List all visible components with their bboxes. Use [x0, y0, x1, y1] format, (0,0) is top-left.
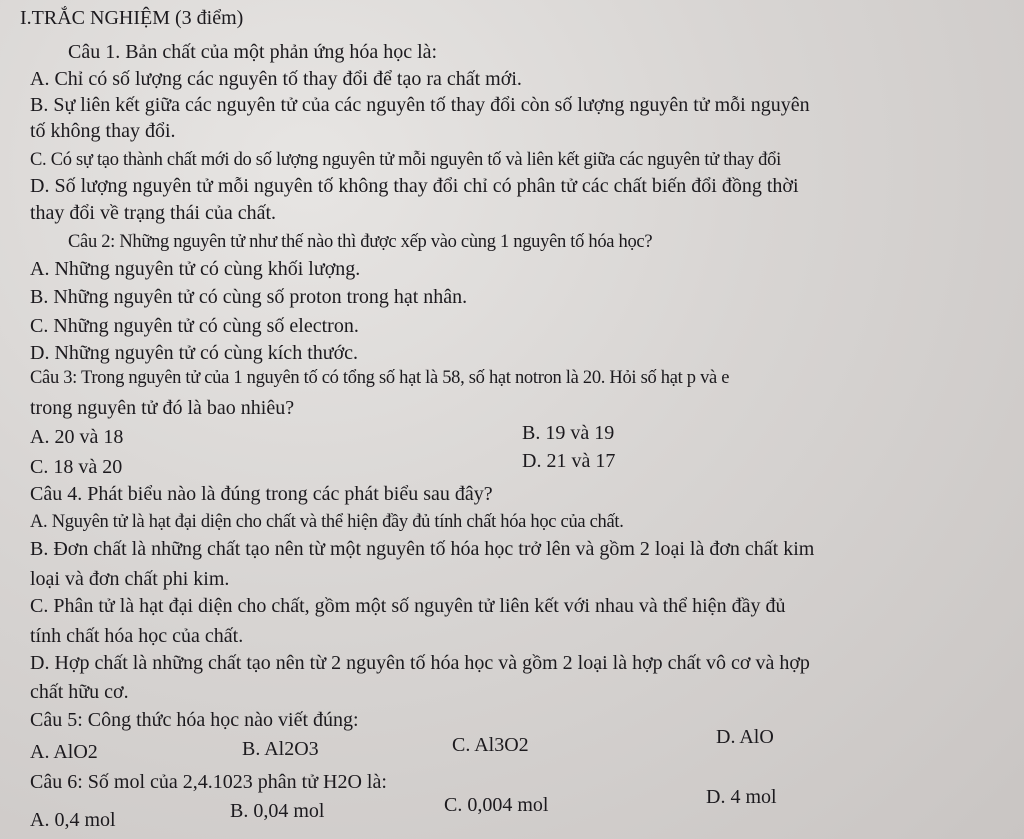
- q3-option-b: B. 19 và 19: [522, 422, 615, 444]
- q2-option-d: D. Những nguyên tử có cùng kích thước.: [30, 342, 359, 364]
- q6-option-d: D. 4 mol: [706, 786, 777, 808]
- q1-option-a: A. Chỉ có số lượng các nguyên tố thay đổi để tạo ra chất mới.: [30, 68, 522, 90]
- q4-option-c-line2: tính chất hóa học của chất.: [30, 625, 244, 647]
- q1-option-d-line2: thay đổi về trạng thái của chất.: [30, 202, 277, 224]
- q3-option-d: D. 21 và 17: [522, 450, 616, 472]
- q2-option-c: C. Những nguyên tử có cùng số electron.: [30, 315, 359, 337]
- q4-option-d-line2: chất hữu cơ.: [30, 681, 129, 703]
- q6-option-b: B. 0,04 mol: [230, 800, 325, 822]
- q3-option-c: C. 18 và 20: [30, 456, 123, 478]
- q4-option-b-line2: loại và đơn chất phi kim.: [30, 568, 230, 590]
- q4-option-c-line1: C. Phân tử là hạt đại diện cho chất, gồm một số nguyên tử liên kết với nhau và thể hiện đầy đủ: [30, 595, 786, 617]
- q1-option-d-line1: D. Số lượng nguyên tử mỗi nguyên tố không thay đổi chỉ có phân tử các chất biến đổi đồng thời: [30, 175, 799, 197]
- section-title: I.TRẮC NGHIỆM (3 điểm): [20, 7, 244, 29]
- q4-question: Câu 4. Phát biểu nào là đúng trong các phát biểu sau đây?: [30, 483, 493, 505]
- q5-option-d: D. AlO: [716, 726, 774, 748]
- q6-option-a: A. 0,4 mol: [30, 809, 116, 831]
- q1-option-b-line2: tố không thay đổi.: [30, 120, 176, 142]
- q2-option-a: A. Những nguyên tử có cùng khối lượng.: [30, 258, 361, 280]
- q3-option-a: A. 20 và 18: [30, 426, 124, 448]
- q3-question-line2: trong nguyên tử đó là bao nhiêu?: [30, 397, 295, 419]
- q5-option-b: B. Al2O3: [242, 738, 319, 760]
- q1-option-c: C. Có sự tạo thành chất mới do số lượng nguyên tử mỗi nguyên tố và liên kết giữa các nguyên tử thay đổi: [30, 150, 781, 170]
- q4-option-b-line1: B. Đơn chất là những chất tạo nên từ một nguyên tố hóa học trở lên và gồm 2 loại là đơn chất kim: [30, 538, 815, 560]
- q5-option-c: C. Al3O2: [452, 734, 529, 756]
- q3-question-line1: Câu 3: Trong nguyên tử của 1 nguyên tố có tổng số hạt là 58, số hạt notron là 20. Hỏi số hạt p và e: [30, 368, 730, 388]
- q2-option-b: B. Những nguyên tử có cùng số proton trong hạt nhân.: [30, 286, 468, 308]
- q4-option-d-line1: D. Hợp chất là những chất tạo nên từ 2 nguyên tố hóa học và gồm 2 loại là hợp chất vô cơ và hợp: [30, 652, 810, 674]
- q4-option-a: A. Nguyên tử là hạt đại diện cho chất và thể hiện đầy đủ tính chất hóa học của chất.: [30, 512, 624, 532]
- q1-question: Câu 1. Bản chất của một phản ứng hóa học là:: [68, 41, 438, 63]
- q5-question: Câu 5: Công thức hóa học nào viết đúng:: [30, 709, 359, 731]
- q1-option-b-line1: B. Sự liên kết giữa các nguyên tử của các nguyên tố thay đổi còn số lượng nguyên tử mỗi nguyên: [30, 94, 810, 116]
- q6-question: Câu 6: Số mol của 2,4.1023 phân tử H2O là:: [30, 771, 387, 793]
- q5-option-a: A. AlO2: [30, 741, 98, 763]
- q2-question: Câu 2: Những nguyên tử như thế nào thì được xếp vào cùng 1 nguyên tố hóa học?: [68, 232, 653, 252]
- q6-option-c: C. 0,004 mol: [444, 794, 549, 816]
